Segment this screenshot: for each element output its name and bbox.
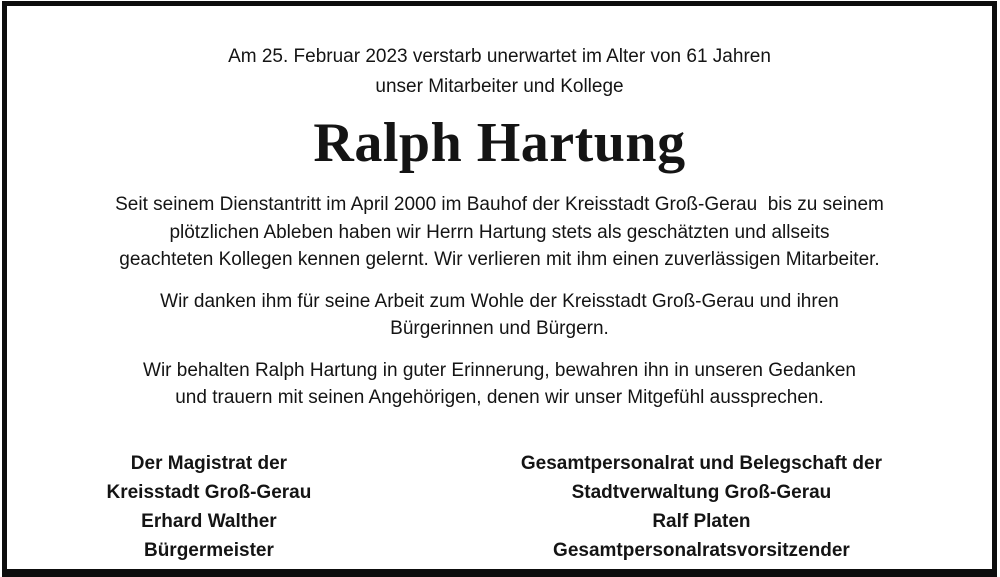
obituary-notice-frame: [2, 1, 997, 577]
signature-line: Kreisstadt Groß-Gerau: [106, 481, 312, 503]
intro-line: unser Mitarbeiter und Kollege: [375, 76, 624, 97]
text-line: Wir behalten Ralph Hartung in guter Erinnerung, bewahren ihn in unseren Gedanken: [143, 359, 856, 381]
signature-line: Erhard Walther: [141, 510, 277, 532]
signature-block: [7, 449, 992, 565]
intro-block: [7, 42, 992, 102]
intro-line: Am 25. Februar 2023 verstarb unerwartet im Alter von 61 Jahren: [228, 46, 771, 67]
signature-line: Ralf Platen: [652, 510, 751, 532]
signature-line: Stadtverwaltung Groß-Gerau: [571, 481, 832, 503]
signature-personalrat: [411, 449, 992, 565]
text-line: geachteten Kollegen kennen gelernt. Wir verlieren mit ihm einen zuverlässigen Mitarbeiter.: [119, 249, 880, 270]
paragraph-remembrance: [7, 357, 992, 412]
text-line: Wir danken ihm für seine Arbeit zum Wohle der Kreisstadt Groß-Gerau und ihren: [160, 290, 839, 312]
text-line: Seit seinem Dienstantritt im April 2000 im Bauhof der Kreisstadt Groß-Gerau bis zu seinem: [115, 194, 884, 215]
signature-line: Gesamtpersonalratsvorsitzender: [553, 539, 850, 561]
signature-magistrat: [7, 449, 411, 565]
text-line: Bürgerinnen und Bürgern.: [390, 318, 609, 339]
paragraph-service-history: [7, 191, 992, 274]
text-line: plötzlichen Ableben haben wir Herrn Hartung stets als geschätzten und allseits: [169, 221, 830, 243]
text-line: und trauern mit seinen Angehörigen, denen wir unser Mitgefühl aussprechen.: [175, 387, 824, 408]
deceased-name: Ralph Hartung: [313, 112, 686, 174]
signature-line: Bürgermeister: [143, 539, 274, 561]
paragraph-thanks: [7, 288, 992, 343]
signature-line: Der Magistrat der: [130, 452, 288, 474]
signature-line: Gesamtpersonalrat und Belegschaft der: [520, 452, 882, 474]
